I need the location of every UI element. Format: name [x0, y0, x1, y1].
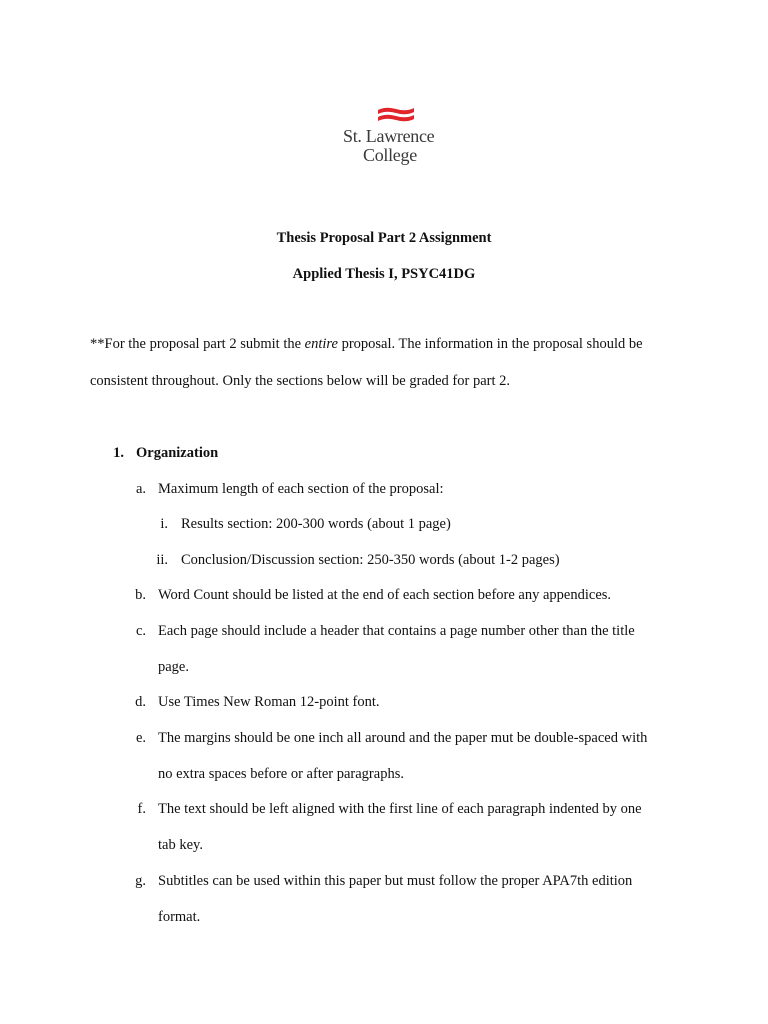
college-logo [340, 106, 450, 166]
list-item-text: Word Count should be listed at the end of each section before any appendices. [158, 587, 612, 603]
list-item-marker: b. [135, 587, 146, 603]
assignment-title: Thesis Proposal Part 2 Assignment [276, 230, 492, 246]
sublist-item-text: Conclusion/Discussion section: 250-350 words (about 1-2 pages) [181, 552, 560, 568]
list-item-text: The margins should be one inch all around and the paper mut be double-spaced with [158, 730, 648, 746]
logo-wave-mark [376, 106, 416, 124]
list-item-text-continued: no extra spaces before or after paragraphs. [158, 766, 404, 782]
sublist-item-text: Results section: 200-300 words (about 1 page) [181, 516, 451, 532]
sublist-item-marker: ii. [156, 552, 168, 568]
list-item-marker: e. [135, 730, 146, 746]
list-item-text-continued: format. [158, 909, 201, 925]
sublist-item-marker: i. [160, 516, 168, 532]
list-item-text: Each page should include a header that contains a page number other than the title [158, 623, 635, 639]
list-item-marker: g. [135, 873, 146, 889]
list-item-marker: d. [135, 694, 146, 710]
list-item-marker: a. [135, 481, 146, 497]
section-title: Organization [136, 445, 219, 461]
list-item-text-continued: page. [158, 659, 189, 675]
list-item-text-continued: tab key. [158, 837, 203, 853]
section-number: 1. [113, 445, 124, 461]
list-item-text: Maximum length of each section of the proposal: [158, 481, 444, 497]
intro-text-part1: **For the proposal part 2 submit the [90, 336, 305, 352]
list-item-marker: f. [137, 801, 146, 817]
intro-text-part2: proposal. The information in the proposal should be [337, 336, 643, 352]
intro-emphasis: entire [304, 336, 338, 352]
course-title: Applied Thesis I, PSYC41DG [292, 266, 476, 282]
intro-line-2: consistent throughout. Only the sections below will be graded for part 2. [90, 373, 511, 389]
list-item-text: Use Times New Roman 12-point font. [158, 694, 380, 710]
list-item-text: The text should be left aligned with the first line of each paragraph indented by one [158, 801, 642, 817]
intro-line-1 [90, 336, 643, 353]
list-item-marker: c. [135, 623, 146, 639]
list-item-text: Subtitles can be used within this paper but must follow the proper APA7th edition [158, 873, 633, 889]
logo-text-line1: St. Lawrence [343, 126, 435, 146]
logo-text-line2: College [363, 145, 417, 165]
